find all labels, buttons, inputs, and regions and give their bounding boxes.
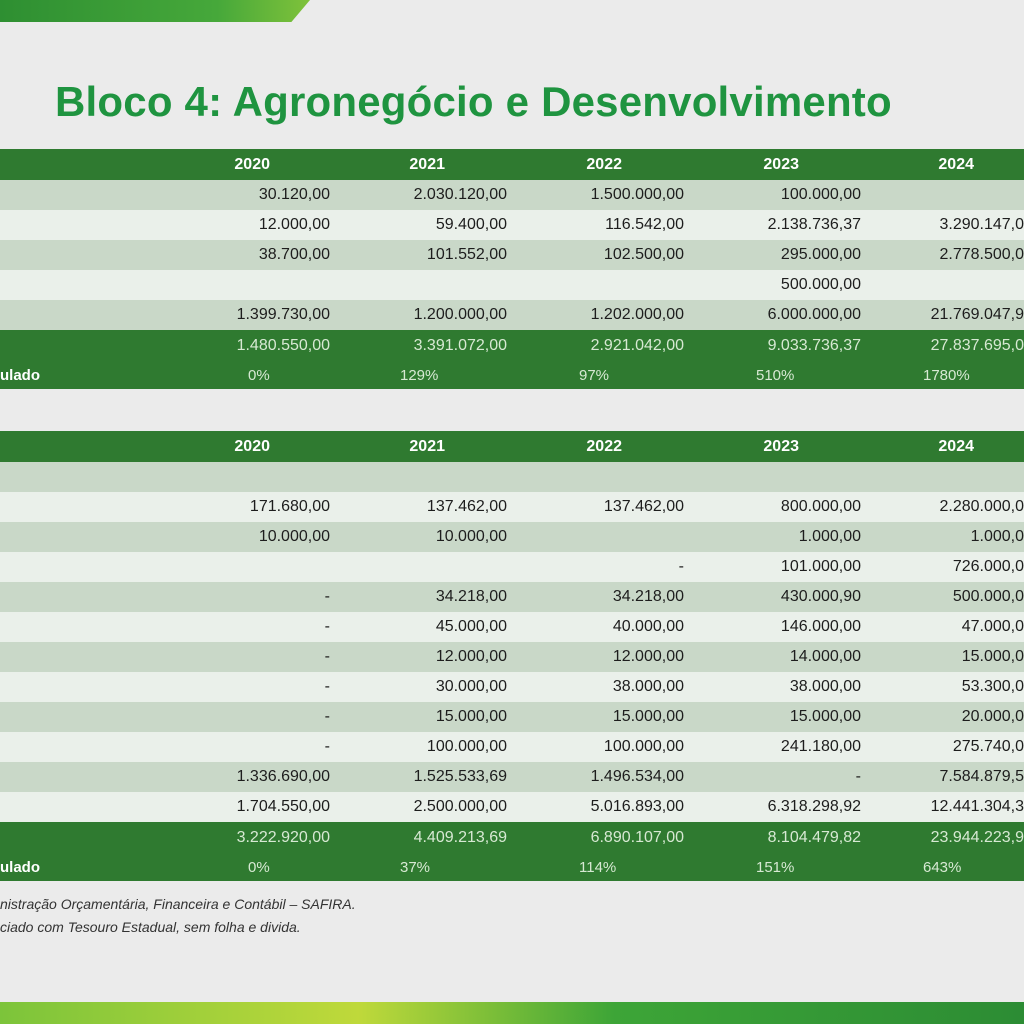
value-cell: 1.399.730,00	[160, 300, 330, 330]
table-row	[0, 270, 1024, 300]
value-cell: 100.000,00	[507, 732, 684, 762]
value-cell: -	[160, 642, 330, 672]
row-label-cell: ulado	[0, 361, 160, 389]
value-cell: 500.000,00	[684, 270, 861, 300]
table2-body	[0, 462, 1024, 881]
value-cell: 146.000,00	[684, 612, 861, 642]
value-cell: 137.462,00	[507, 492, 684, 522]
value-cell: 129%	[330, 361, 507, 389]
header-year-2022: 2022	[507, 431, 684, 462]
row-label-cell	[0, 300, 160, 330]
value-cell: 15.000,00	[684, 702, 861, 732]
value-cell: 30.000,00	[330, 672, 507, 702]
value-cell: 241.180,00	[684, 732, 861, 762]
value-cell: 430.000,90	[684, 582, 861, 612]
value-cell: 100.000,00	[684, 180, 861, 210]
value-cell: 59.400,00	[330, 210, 507, 240]
value-cell: 1780%	[861, 361, 1024, 389]
table-row	[0, 180, 1024, 210]
value-cell: 5.016.893,00	[507, 792, 684, 822]
table-row	[0, 762, 1024, 792]
table1-body	[0, 180, 1024, 389]
value-cell: 800.000,00	[684, 492, 861, 522]
table-row	[0, 210, 1024, 240]
value-cell: 30.120,00	[160, 180, 330, 210]
bottom-accent-bar	[0, 1002, 1024, 1024]
value-cell	[684, 462, 861, 492]
table-row	[0, 522, 1024, 552]
value-cell: 97%	[507, 361, 684, 389]
value-cell: 2.778.500,0	[861, 240, 1024, 270]
total-row	[0, 822, 1024, 853]
table-row	[0, 702, 1024, 732]
value-cell: 9.033.736,37	[684, 330, 861, 361]
value-cell	[160, 462, 330, 492]
table-row	[0, 672, 1024, 702]
table-row	[0, 732, 1024, 762]
value-cell: 12.000,00	[160, 210, 330, 240]
value-cell: 15.000,00	[330, 702, 507, 732]
value-cell: 34.218,00	[507, 582, 684, 612]
value-cell	[861, 462, 1024, 492]
value-cell: -	[160, 702, 330, 732]
value-cell: 4.409.213,69	[330, 822, 507, 853]
value-cell: 38.000,00	[507, 672, 684, 702]
header-year-2024: 2024	[861, 431, 1024, 462]
row-label-cell	[0, 552, 160, 582]
value-cell: -	[160, 612, 330, 642]
table-expense-block	[0, 431, 1024, 881]
row-label-cell	[0, 702, 160, 732]
row-label-cell	[0, 522, 160, 552]
value-cell	[861, 180, 1024, 210]
value-cell: 1.525.533,69	[330, 762, 507, 792]
value-cell: 10.000,00	[160, 522, 330, 552]
table-row	[0, 240, 1024, 270]
header-year-2023: 2023	[684, 149, 861, 180]
row-label-cell	[0, 330, 160, 361]
row-label-cell	[0, 642, 160, 672]
value-cell: 151%	[684, 853, 861, 881]
value-cell: 1.202.000,00	[507, 300, 684, 330]
value-cell: 3.290.147,0	[861, 210, 1024, 240]
value-cell: -	[160, 582, 330, 612]
value-cell: 47.000,0	[861, 612, 1024, 642]
row-label-cell	[0, 210, 160, 240]
footnote-source: nistração Orçamentária, Financeira e Contábil – SAFIRA.	[0, 896, 356, 912]
value-cell: 102.500,00	[507, 240, 684, 270]
value-cell	[330, 552, 507, 582]
value-cell: 6.000.000,00	[684, 300, 861, 330]
value-cell: 643%	[861, 853, 1024, 881]
value-cell	[507, 522, 684, 552]
value-cell: 2.500.000,00	[330, 792, 507, 822]
value-cell: 6.890.107,00	[507, 822, 684, 853]
value-cell: 1.500.000,00	[507, 180, 684, 210]
value-cell: 1.704.550,00	[160, 792, 330, 822]
value-cell: 38.000,00	[684, 672, 861, 702]
row-label-cell	[0, 180, 160, 210]
table-row	[0, 552, 1024, 582]
row-label-cell	[0, 240, 160, 270]
table-row	[0, 582, 1024, 612]
value-cell: 275.740,0	[861, 732, 1024, 762]
value-cell: 14.000,00	[684, 642, 861, 672]
row-label-cell: ulado	[0, 853, 160, 881]
header-year-2021: 2021	[330, 431, 507, 462]
value-cell: 0%	[160, 853, 330, 881]
header-year-2023: 2023	[684, 431, 861, 462]
table-row	[0, 492, 1024, 522]
percent-row	[0, 361, 1024, 389]
value-cell: 10.000,00	[330, 522, 507, 552]
value-cell: 53.300,0	[861, 672, 1024, 702]
value-cell: 20.000,0	[861, 702, 1024, 732]
value-cell: 500.000,0	[861, 582, 1024, 612]
table-header-row	[0, 149, 1024, 180]
value-cell: 100.000,00	[330, 732, 507, 762]
slide-title: Bloco 4: Agronegócio e Desenvolvimento	[55, 78, 892, 125]
value-cell: 295.000,00	[684, 240, 861, 270]
value-cell	[507, 462, 684, 492]
row-label-cell	[0, 492, 160, 522]
total-row	[0, 330, 1024, 361]
value-cell: 12.000,00	[330, 642, 507, 672]
header-label	[0, 149, 160, 180]
value-cell: 1.496.534,00	[507, 762, 684, 792]
value-cell: 21.769.047,9	[861, 300, 1024, 330]
header-label	[0, 431, 160, 462]
top-accent-bar	[0, 0, 310, 22]
row-label-cell	[0, 462, 160, 492]
value-cell: 726.000,0	[861, 552, 1024, 582]
value-cell: 38.700,00	[160, 240, 330, 270]
value-cell	[861, 270, 1024, 300]
row-label-cell	[0, 582, 160, 612]
value-cell: 1.200.000,00	[330, 300, 507, 330]
row-label-cell	[0, 270, 160, 300]
table-revenue-block	[0, 149, 1024, 389]
value-cell: 1.000,0	[861, 522, 1024, 552]
value-cell	[160, 552, 330, 582]
value-cell: 1.480.550,00	[160, 330, 330, 361]
percent-row	[0, 853, 1024, 881]
value-cell: 101.000,00	[684, 552, 861, 582]
row-label-cell	[0, 732, 160, 762]
table-row	[0, 612, 1024, 642]
value-cell: 23.944.223,9	[861, 822, 1024, 853]
value-cell: 2.921.042,00	[507, 330, 684, 361]
value-cell: -	[507, 552, 684, 582]
value-cell: 2.030.120,00	[330, 180, 507, 210]
value-cell: 34.218,00	[330, 582, 507, 612]
table-row	[0, 462, 1024, 492]
value-cell	[507, 270, 684, 300]
value-cell: 15.000,0	[861, 642, 1024, 672]
row-label-cell	[0, 762, 160, 792]
value-cell: 2.280.000,0	[861, 492, 1024, 522]
header-year-2020: 2020	[160, 149, 330, 180]
table-header-row	[0, 431, 1024, 462]
value-cell: 6.318.298,92	[684, 792, 861, 822]
row-label-cell	[0, 612, 160, 642]
value-cell	[160, 270, 330, 300]
header-year-2021: 2021	[330, 149, 507, 180]
footnote-note: ciado com Tesouro Estadual, sem folha e divida.	[0, 919, 301, 935]
table-row	[0, 792, 1024, 822]
value-cell: 7.584.879,5	[861, 762, 1024, 792]
value-cell: 116.542,00	[507, 210, 684, 240]
value-cell: 12.000,00	[507, 642, 684, 672]
row-label-cell	[0, 792, 160, 822]
value-cell: -	[684, 762, 861, 792]
row-label-cell	[0, 822, 160, 853]
value-cell: 3.222.920,00	[160, 822, 330, 853]
value-cell: 12.441.304,3	[861, 792, 1024, 822]
header-year-2020: 2020	[160, 431, 330, 462]
value-cell: 1.000,00	[684, 522, 861, 552]
value-cell: 137.462,00	[330, 492, 507, 522]
value-cell: 8.104.479,82	[684, 822, 861, 853]
value-cell: 510%	[684, 361, 861, 389]
value-cell: 37%	[330, 853, 507, 881]
value-cell: 114%	[507, 853, 684, 881]
value-cell: 0%	[160, 361, 330, 389]
value-cell	[330, 270, 507, 300]
table-row	[0, 300, 1024, 330]
row-label-cell	[0, 672, 160, 702]
value-cell: 171.680,00	[160, 492, 330, 522]
header-year-2024: 2024	[861, 149, 1024, 180]
header-year-2022: 2022	[507, 149, 684, 180]
value-cell	[330, 462, 507, 492]
value-cell: 27.837.695,0	[861, 330, 1024, 361]
value-cell: 101.552,00	[330, 240, 507, 270]
value-cell: 3.391.072,00	[330, 330, 507, 361]
value-cell: 1.336.690,00	[160, 762, 330, 792]
value-cell: 15.000,00	[507, 702, 684, 732]
value-cell: -	[160, 732, 330, 762]
value-cell: 45.000,00	[330, 612, 507, 642]
value-cell: 2.138.736,37	[684, 210, 861, 240]
table-row	[0, 642, 1024, 672]
value-cell: 40.000,00	[507, 612, 684, 642]
value-cell: -	[160, 672, 330, 702]
